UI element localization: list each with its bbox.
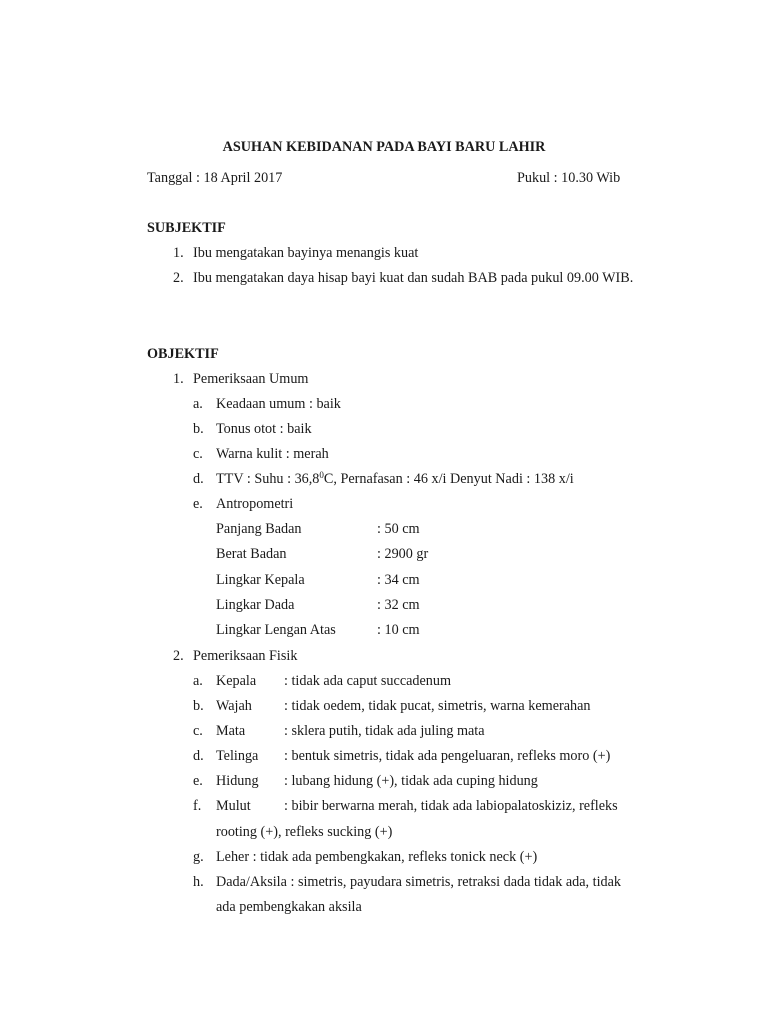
antro-label: Lingkar Lengan Atas [216, 622, 336, 638]
umum-item-a-letter: a. [193, 396, 203, 412]
antro-value: : 32 cm [377, 597, 420, 613]
umum-item-c-text: Warna kulit : merah [216, 446, 329, 462]
umum-item-a-text: Keadaan umum : baik [216, 396, 341, 412]
date-label: Tanggal : 18 April 2017 [147, 170, 283, 186]
fisik-text-dada-cont: ada pembengkakan aksila [216, 899, 362, 915]
fisik-value-mata: : sklera putih, tidak ada juling mata [284, 723, 485, 739]
fisik-letter: d. [193, 748, 204, 764]
fisik-value-wajah: : tidak oedem, tidak pucat, simetris, warna kemerahan [284, 698, 591, 714]
antro-label: Berat Badan [216, 546, 287, 562]
umum-item-b-letter: b. [193, 421, 204, 437]
fisik-label-telinga: Telinga [216, 748, 259, 764]
fisik-text-leher: Leher : tidak ada pembengkakan, refleks tonick neck (+) [216, 849, 538, 865]
umum-label: Pemeriksaan Umum [193, 371, 309, 387]
fisik-value-mulut-cont: rooting (+), refleks sucking (+) [216, 824, 393, 840]
fisik-letter: f. [193, 798, 202, 814]
fisik-value-mulut: : bibir berwarna merah, tidak ada labiopalatoskiziz, refleks [284, 798, 618, 814]
antro-label: Panjang Badan [216, 521, 302, 537]
umum-item-e-letter: e. [193, 496, 203, 512]
fisik-value-hidung: : lubang hidung (+), tidak ada cuping hidung [284, 773, 538, 789]
fisik-value-telinga: : bentuk simetris, tidak ada pengeluaran, refleks moro (+) [284, 748, 611, 764]
fisik-label-mulut: Mulut [216, 798, 251, 814]
fisik-letter: a. [193, 673, 203, 689]
fisik-label-hidung: Hidung [216, 773, 259, 789]
umum-num: 1. [173, 371, 184, 387]
fisik-text-dada: Dada/Aksila : simetris, payudara simetris, retraksi dada tidak ada, tidak [216, 874, 622, 890]
fisik-label-kepala: Kepala [216, 673, 257, 689]
ttv-line [216, 472, 574, 486]
antro-value: : 34 cm [377, 572, 420, 588]
fisik-label: Pemeriksaan Fisik [193, 648, 298, 664]
umum-item-b-text: Tonus otot : baik [216, 421, 312, 437]
subjektif-item-1-num: 1. [173, 245, 184, 261]
antro-label: Lingkar Kepala [216, 572, 305, 588]
antro-value: : 50 cm [377, 521, 420, 537]
degree-superscript: 0 [319, 470, 324, 480]
subjektif-item-1-text: Ibu mengatakan bayinya menangis kuat [193, 245, 419, 261]
fisik-label-wajah: Wajah [216, 698, 252, 714]
fisik-num: 2. [173, 648, 184, 664]
fisik-value-kepala: : tidak ada caput succadenum [284, 673, 452, 689]
ttv-text-after: C, Pernafasan : 46 x/i Denyut Nadi : 138 x/i [323, 471, 574, 487]
fisik-letter: h. [193, 874, 204, 890]
antro-value: : 2900 gr [377, 546, 429, 562]
fisik-label-mata: Mata [216, 723, 246, 739]
antro-value: : 10 cm [377, 622, 420, 638]
fisik-letter: c. [193, 723, 203, 739]
umum-item-c-letter: c. [193, 446, 203, 462]
fisik-letter: g. [193, 849, 204, 865]
ttv-text-before: TTV : Suhu : 36,8 [216, 471, 320, 487]
antro-label: Lingkar Dada [216, 597, 295, 613]
fisik-letter: e. [193, 773, 203, 789]
document-title: ASUHAN KEBIDANAN PADA BAYI BARU LAHIR [222, 139, 546, 155]
time-label: Pukul : 10.30 Wib [517, 170, 621, 186]
subjektif-item-2-num: 2. [173, 270, 184, 286]
subjektif-item-2-text: Ibu mengatakan daya hisap bayi kuat dan sudah BAB pada pukul 09.00 WIB. [193, 270, 634, 286]
umum-item-d-letter: d. [193, 471, 204, 487]
subjektif-heading: SUBJEKTIF [147, 220, 226, 236]
umum-item-e-text: Antropometri [216, 496, 294, 512]
fisik-letter: b. [193, 698, 204, 714]
objektif-heading: OBJEKTIF [147, 346, 219, 362]
